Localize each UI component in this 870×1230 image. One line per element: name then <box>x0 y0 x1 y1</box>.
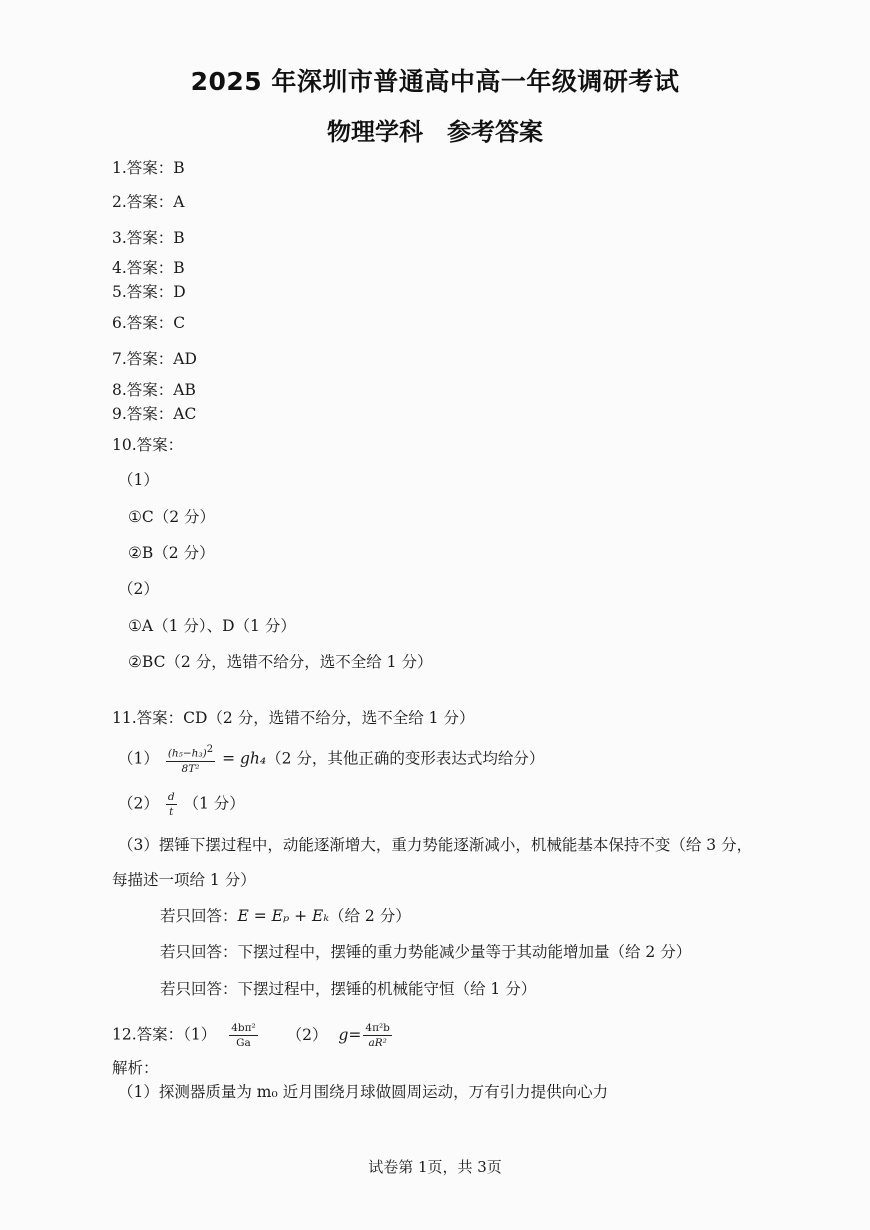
answer-9: 9.答案：AC <box>112 405 197 423</box>
q12-analysis-label: 解析： <box>112 1059 159 1077</box>
q12-label: 12.答案：（1） <box>112 1025 217 1044</box>
answer-11-label: 11.答案：CD（2 分，选错不给分，选不全给 1 分） <box>112 709 475 727</box>
answer-3: 3.答案：B <box>112 229 185 247</box>
q11-part1-numerator-exp: 2 <box>206 744 214 755</box>
q11-part2-numerator: d <box>167 791 175 803</box>
q12-part2-numerator: 4π²b <box>365 1022 390 1034</box>
answer-8: 8.答案：AB <box>112 381 196 399</box>
answer-1: 1.答案：B <box>112 159 185 177</box>
q11-alt-answer-2: 若只回答：下摆过程中，摆锤的重力势能减少量等于其动能增加量（给 2 分） <box>160 943 692 961</box>
q12-part2-label: （2） <box>286 1025 328 1044</box>
q11-alt1-note: （给 2 分） <box>329 907 411 925</box>
q12-part1-numerator: 4bπ² <box>231 1022 256 1034</box>
q11-part2-denominator: t <box>169 806 174 818</box>
answer-4: 4.答案：B <box>112 259 185 277</box>
q12-part1-denominator: Ga <box>236 1037 251 1049</box>
answer-2: 2.答案：A <box>112 193 185 211</box>
q11-part3: （3）摆锤下摆过程中，动能逐渐增大，重力势能逐渐减小，机械能基本保持不变（给 3 分， <box>118 836 753 854</box>
q11-part1-rhs: = gh₄ <box>222 749 267 768</box>
q11-alt-answer-3: 若只回答：下摆过程中，摆锤的机械能守恒（给 1 分） <box>160 980 537 998</box>
answer-7: 7.答案：AD <box>112 350 197 368</box>
q11-part3-cont: 每描述一项给 1 分） <box>112 871 256 889</box>
exam-title: 2025 年深圳市普通高中高一年级调研考试 <box>190 67 680 96</box>
q10-part2-b: ②BC（2 分，选错不给分，选不全给 1 分） <box>128 653 433 671</box>
q11-part1-fraction <box>166 744 215 775</box>
q11-part2-label: （2） <box>118 794 159 813</box>
q12-part1-fraction <box>229 1022 258 1049</box>
q11-part1-label: （1） <box>118 749 159 768</box>
page-footer: 试卷第 1页，共 3页 <box>368 1158 502 1176</box>
q10-part1-b: ②B（2 分） <box>128 544 215 562</box>
q11-alt1-formula: E = Eₚ + Eₖ <box>237 907 329 925</box>
q11-alt1-prefix: 若只回答： <box>160 907 238 925</box>
q11-part2 <box>118 791 245 818</box>
q11-part1-numerator: (h₅−h₃) <box>167 747 207 760</box>
q10-part1-a: ①C（2 分） <box>128 508 216 526</box>
q11-part2-fraction <box>166 791 177 818</box>
q11-part1-denominator: 8T² <box>181 762 200 775</box>
answer-10-label: 10.答案： <box>112 436 184 454</box>
q12-part2-lhs: g= <box>338 1025 362 1044</box>
q10-part2-a: ①A（1 分）、D（1 分） <box>128 617 296 635</box>
q10-part2-label: （2） <box>118 580 159 598</box>
answer-12 <box>112 1022 394 1049</box>
q10-part1-label: （1） <box>118 471 159 489</box>
q11-part1-note: （2 分，其他正确的变形表达式均给分） <box>266 749 545 768</box>
answer-6: 6.答案：C <box>112 314 186 332</box>
q12-part2-fraction <box>363 1022 392 1049</box>
answer-5: 5.答案：D <box>112 283 186 301</box>
q12-part2-denominator: aR² <box>368 1037 387 1049</box>
q11-alt-answer-1 <box>160 906 411 926</box>
q11-part2-note: （1 分） <box>183 794 245 813</box>
exam-subtitle: 物理学科 参考答案 <box>327 118 543 146</box>
q11-part1 <box>118 744 544 775</box>
q12-analysis-1: （1）探测器质量为 m₀ 近月围绕月球做圆周运动，万有引力提供向心力 <box>118 1083 609 1101</box>
